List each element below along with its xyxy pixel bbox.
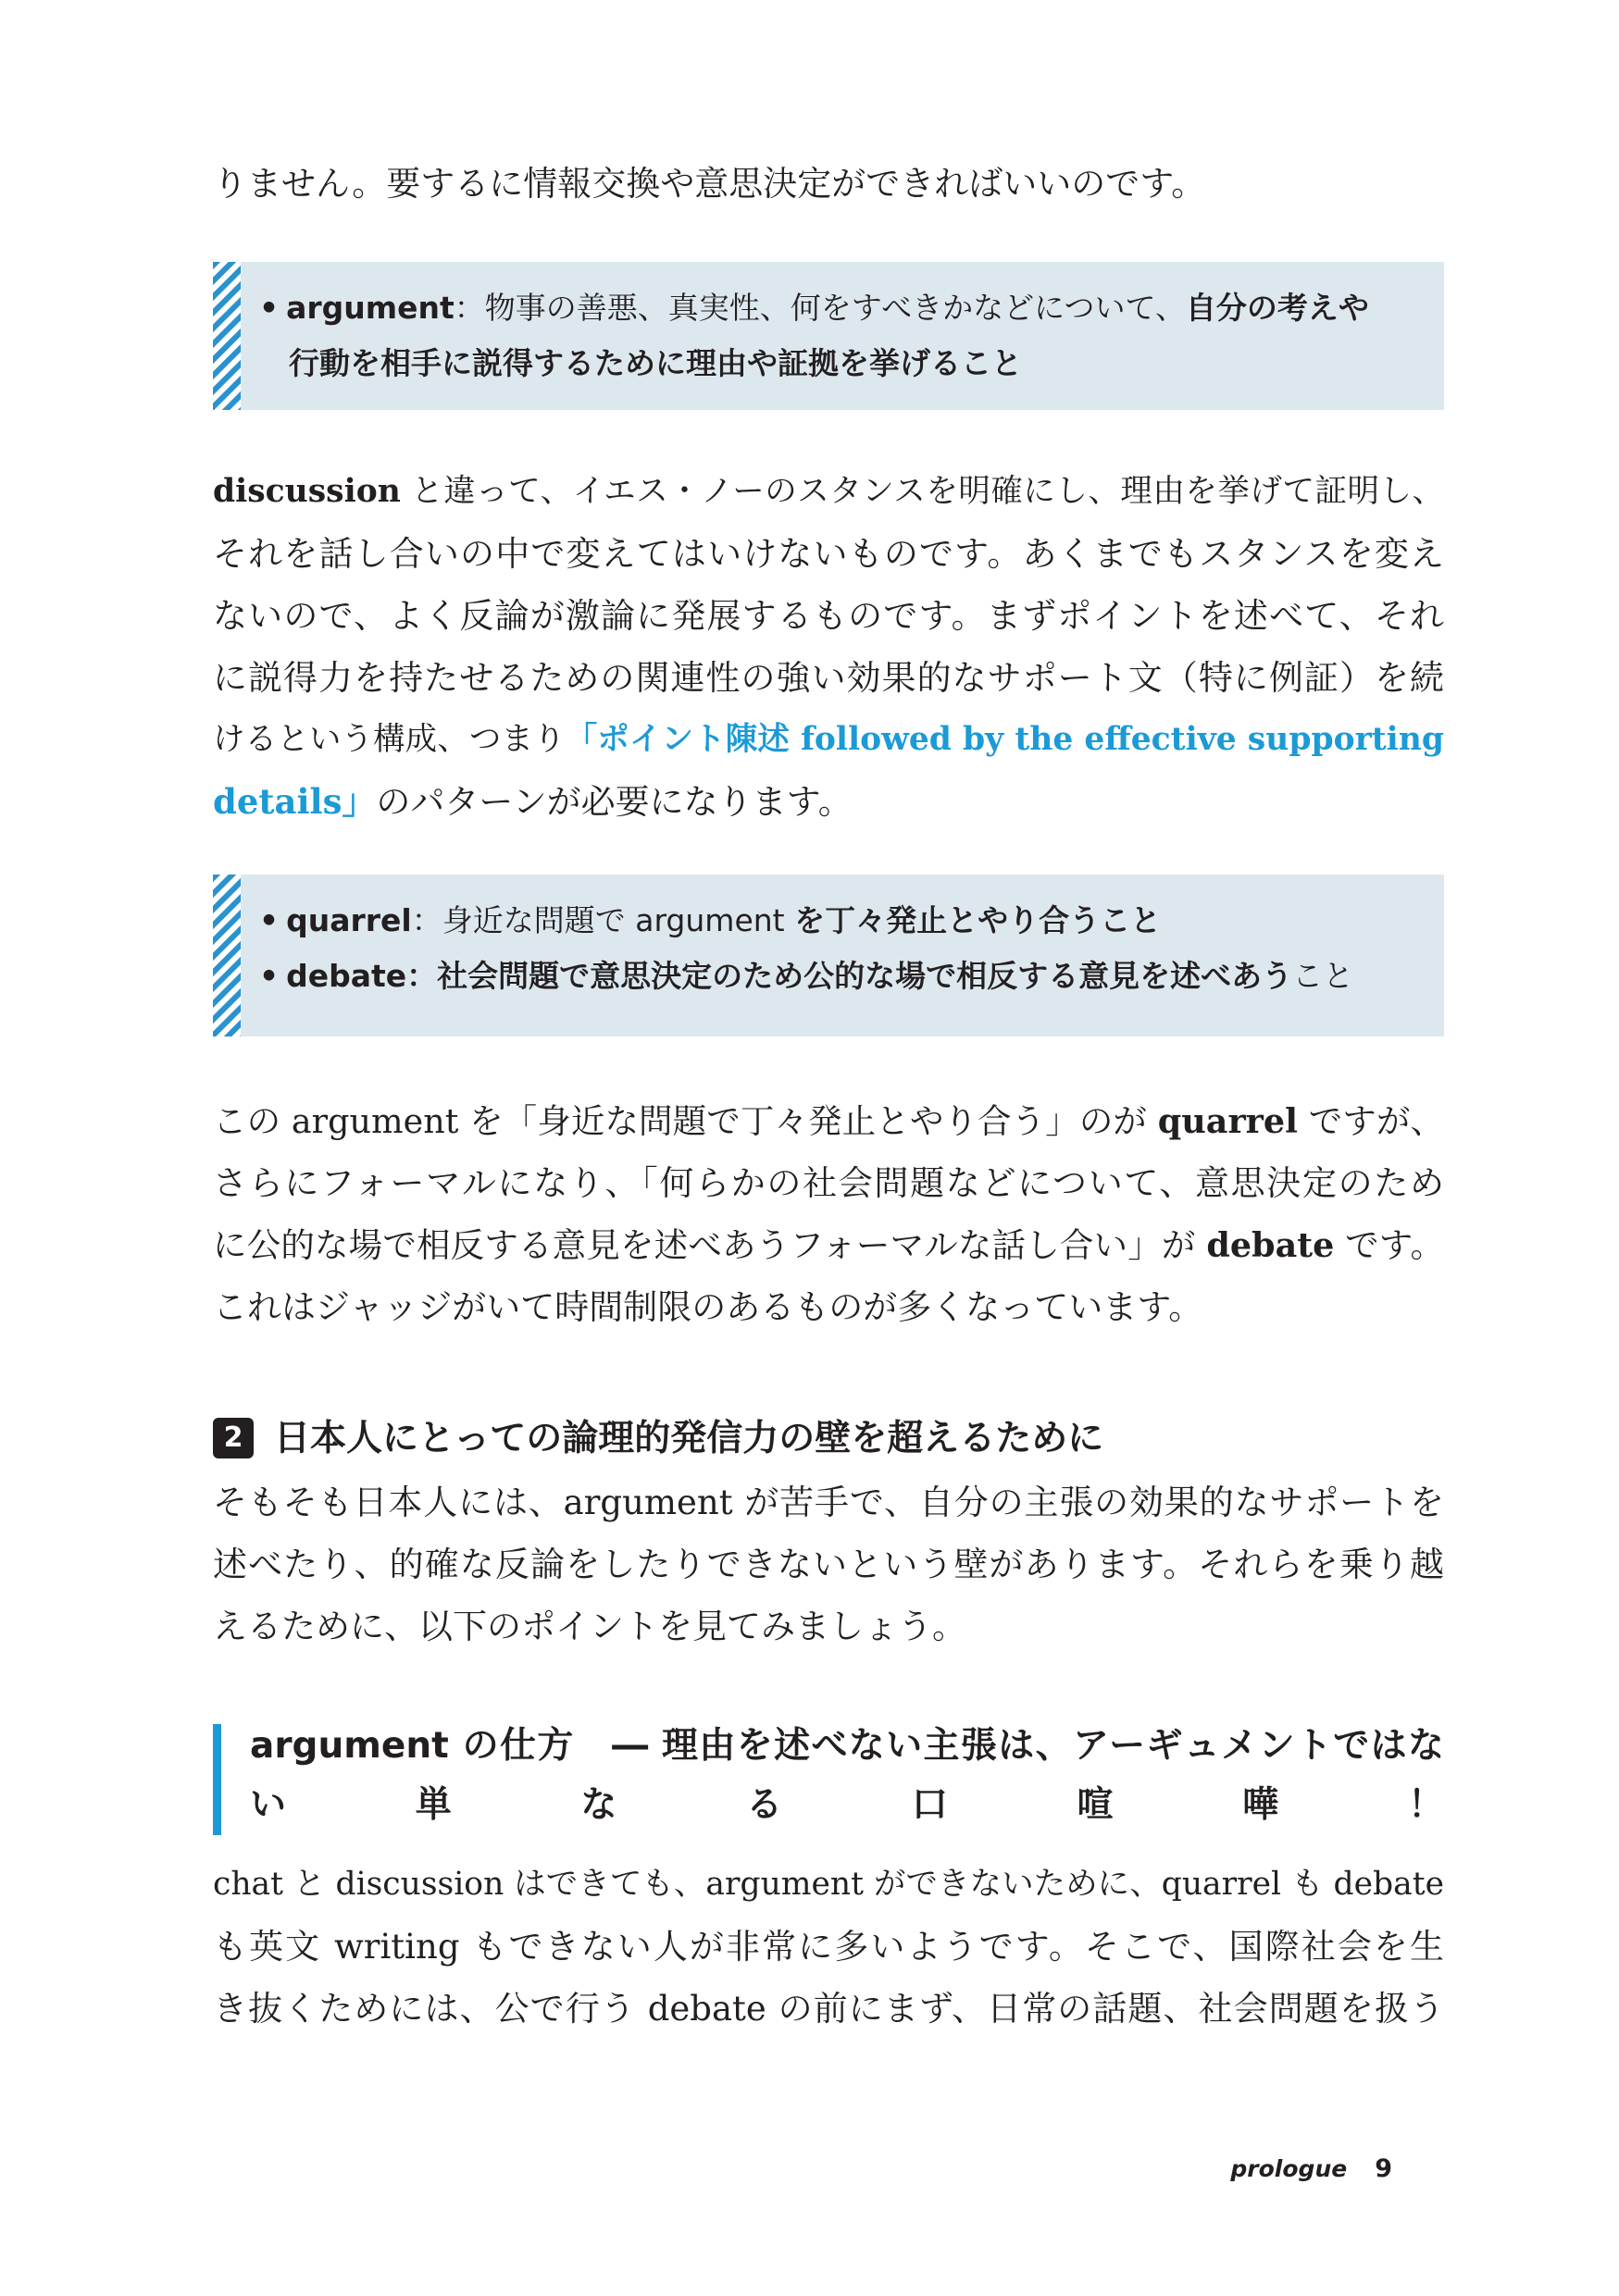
para-argument-line1 — [213, 461, 1444, 523]
para-final-line2: も英文 writing もできない人が非常に多いようです。そこで、国際社会を生 — [213, 1927, 1444, 1967]
para-quarrel-line2: さらにフォーマルになり、「何らかの社会問題などについて、意思決定のため — [213, 1163, 1444, 1203]
chapter-label: prologue — [1230, 2155, 1348, 2182]
term-quarrel: quarrel — [286, 902, 412, 938]
definition-argument-text: ：物事の善悪、真実性、何をすべきかなどについて、 — [454, 290, 1186, 326]
word-discussion: discussion — [213, 473, 401, 510]
para-quarrel-line4: これはジャッジがいて時間制限のあるものが多くなっています。 — [213, 1287, 1203, 1327]
para-argument-line6-rest: のパターンが必要になります。 — [376, 782, 853, 822]
para-argument-line4: に説得力を持たせるための関連性の強い効果的なサポート文（特に例証）を続 — [213, 658, 1444, 698]
paragraph-final — [213, 1854, 1444, 2040]
section-heading — [213, 1411, 1444, 1467]
para-argument-line3: ないので、よく反論が激論に発展するものです。まずポイントを述べて、それ — [213, 596, 1444, 636]
subheading-line2: い単なる口喧嘩！ — [250, 1784, 1444, 1826]
para-argument-line6 — [213, 771, 1444, 833]
para-quarrel-line1-a: この argument を「身近な問題で丁々発止とやり合う」のが — [213, 1101, 1158, 1141]
definition-debate-text: こと — [1292, 958, 1354, 994]
subheading-argument-method — [213, 1717, 1444, 1837]
para-quarrel-line1-c: ですが、 — [1298, 1101, 1444, 1141]
section-number-badge: 2 — [213, 1418, 254, 1458]
intro-paragraph — [213, 153, 1444, 215]
paragraph-section2 — [213, 1471, 1444, 1657]
para-quarrel-line3 — [213, 1214, 1444, 1276]
definition-argument-bold1: 自分の考えや — [1185, 290, 1369, 326]
para-argument-line2: それを話し合いの中で変えてはいけないものです。あくまでもスタンスを変え — [213, 534, 1444, 574]
word-debate: debate — [1206, 1225, 1335, 1265]
intro-line: りません。要するに情報交換や意思決定ができればいいのです。 — [213, 164, 1206, 204]
bullet-icon: • — [259, 902, 280, 938]
definition-quarrel — [259, 893, 1416, 949]
definition-quarrel-bold: を丁々発止とやり合うこと — [794, 902, 1162, 938]
para-quarrel-line1 — [213, 1090, 1444, 1152]
definition-argument-line2: 行動を相手に説得するために理由や証拠を挙げること — [289, 345, 1022, 381]
stripe-accent — [213, 262, 241, 410]
definition-quarrel-text: ：身近な問題で argument — [411, 902, 795, 938]
para-section2-line1: そもそも日本人には、argument が苦手で、自分の主張の効果的なサポートを — [213, 1483, 1444, 1522]
term-debate: debate — [286, 958, 407, 994]
page-number: 9 — [1375, 2154, 1392, 2183]
para-argument-line1-rest: と違って、イエス・ノーのスタンスを明確にし、理由を挙げて証明し、 — [400, 473, 1444, 510]
para-quarrel-line3-c: です。 — [1334, 1225, 1444, 1265]
definition-argument-line1 — [259, 280, 1416, 336]
definition-box-quarrel-debate — [213, 875, 1444, 1036]
para-final-line3: き抜くためには、公で行う debate の前にまず、日常の話題、社会問題を扱う — [213, 1989, 1444, 2029]
stripe-accent — [213, 875, 241, 1036]
definition-debate — [259, 949, 1416, 1004]
term-argument: argument — [286, 290, 455, 326]
paragraph-argument — [213, 461, 1444, 833]
subheading-line1: argument の仕方 ― 理由を述べない主張は、アーギュメントではな — [250, 1725, 1444, 1767]
para-section2-line3: えるために、以下のポイントを見てみましょう。 — [213, 1607, 966, 1646]
para-argument-line5 — [213, 709, 1444, 771]
paragraph-quarrel-debate — [213, 1090, 1444, 1338]
subheading-accent-bar — [213, 1724, 221, 1835]
bullet-icon: • — [259, 290, 280, 326]
para-final-line1: chat と discussion はできても、argument ができないために、quarrel も debate — [213, 1866, 1444, 1903]
highlight-point-statement: 「ポイント陳述 followed by the effective supporting — [565, 721, 1444, 758]
highlight-details: details」 — [213, 781, 377, 822]
word-quarrel: quarrel — [1157, 1101, 1298, 1141]
definition-box-argument — [213, 262, 1444, 410]
definition-debate-bold: ：社会問題で意思決定のため公的な場で相反する意見を述べあう — [406, 958, 1293, 994]
page-footer — [1230, 2154, 1392, 2183]
para-section2-line2: 述べたり、的確な反論をしたりできないという壁があります。それらを乗り越 — [213, 1545, 1444, 1584]
para-quarrel-line3-a: に公的な場で相反する意見を述べあうフォーマルな話し合い」が — [213, 1225, 1207, 1265]
section-title: 日本人にとっての論理的発信力の壁を超えるために — [274, 1418, 1104, 1459]
para-argument-line5-plain: けるという構成、つまり — [213, 721, 566, 758]
bullet-icon: • — [259, 958, 280, 994]
